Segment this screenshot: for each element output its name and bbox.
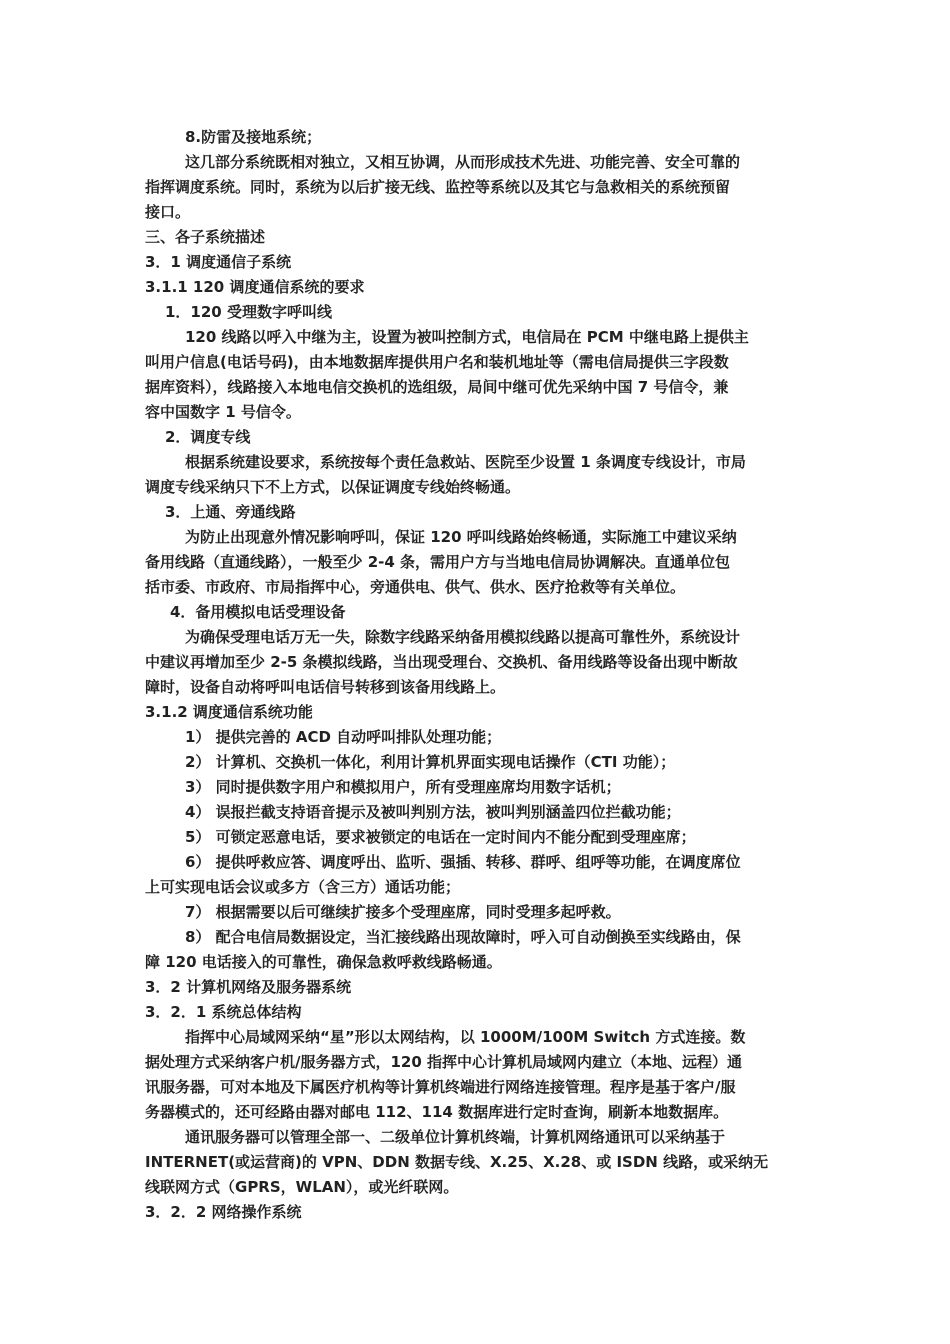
subsection-heading: 3.1.1 120 调度通信系统的要求	[145, 278, 365, 296]
paragraph-line: 上可实现电话会议或多方（含三方）通话功能；	[145, 878, 461, 896]
paragraph-line: 120 线路以呼入中继为主，设置为被叫控制方式，电信局在 PCM 中继电路上提供主	[185, 328, 749, 346]
paragraph-line: 中建议再增加至少 2-5 条模拟线路，当出现受理台、交换机、备用线路等设备出现中断故	[145, 653, 738, 671]
paragraph-line: 障 120 电话接入的可靠性，确保急救呼救线路畅通。	[145, 953, 502, 971]
paragraph-line: 务器模式的，还可经路由器对邮电 112、114 数据库进行定时查询，刷新本地数据库。	[145, 1103, 729, 1121]
item-heading: 2．调度专线	[165, 428, 251, 446]
list-item: 8.防雷及接地系统；	[185, 128, 322, 146]
list-item: 3） 同时提供数字用户和模拟用户，所有受理座席均用数字话机；	[185, 778, 621, 796]
paragraph-line: 线联网方式（GPRS，WLAN），或光纤联网。	[145, 1178, 459, 1196]
list-item: 2） 计算机、交换机一体化，利用计算机界面实现电话操作（CTI 功能）；	[185, 753, 676, 771]
paragraph-line: 据处理方式采纳客户机/服务器方式，120 指挥中心计算机局域网内建立（本地、远程）通	[145, 1053, 743, 1071]
paragraph-line: 叫用户信息(电话号码)，由本地数据库提供用户名和装机地址等（需电信局提供三字段数	[145, 353, 729, 371]
paragraph-line: 括市委、市政府、市局指挥中心，旁通供电、供气、供水、医疗抢救等有关单位。	[145, 578, 686, 596]
item-heading: 3．上通、旁通线路	[165, 503, 296, 521]
subsection-heading: 3.1.2 调度通信系统功能	[145, 703, 313, 721]
paragraph-line: 调度专线采纳只下不上方式，以保证调度专线始终畅通。	[145, 478, 521, 496]
subsection-heading: 3．2 计算机网络及服务器系统	[145, 978, 352, 996]
paragraph-line: 接口。	[145, 203, 191, 221]
list-item: 4） 误报拦截支持语音提示及被叫判别方法，被叫判别涵盖四位拦截功能；	[185, 803, 681, 821]
paragraph-line: 容中国数字 1 号信令。	[145, 403, 301, 421]
paragraph-line: 讯服务器，可对本地及下属医疗机构等计算机终端进行网络连接管理。程序是基于客户/服	[145, 1078, 736, 1096]
paragraph-line: INTERNET(或运营商)的 VPN、DDN 数据专线、X.25、X.28、或 ISDN 线路，或采纳无	[145, 1153, 769, 1171]
subsection-heading: 3．2．2 网络操作系统	[145, 1203, 302, 1221]
paragraph-line: 备用线路（直通线路），一般至少 2-4 条，需用户方与当地电信局协调解决。直通单位包	[145, 553, 731, 571]
paragraph-line: 指挥调度系统。同时，系统为以后扩接无线、监控等系统以及其它与急救相关的系统预留	[145, 178, 731, 196]
paragraph-line: 为确保受理电话万无一失，除数字线路采纳备用模拟线路以提高可靠性外，系统设计	[185, 628, 741, 646]
item-heading: 4．备用模拟电话受理设备	[170, 603, 346, 621]
list-item: 5） 可锁定恶意电话，要求被锁定的电话在一定时间内不能分配到受理座席；	[185, 828, 696, 846]
list-item: 6） 提供呼救应答、调度呼出、监听、强插、转移、群呼、组呼等功能，在调度席位	[185, 853, 741, 871]
paragraph-line: 这几部分系统既相对独立，又相互协调，从而形成技术先进、功能完善、安全可靠的	[185, 153, 741, 171]
paragraph-line: 通讯服务器可以管理全部一、二级单位计算机终端，计算机网络通讯可以采纳基于	[185, 1128, 726, 1146]
subsection-heading: 3．1 调度通信子系统	[145, 253, 292, 271]
list-item: 1） 提供完善的 ACD 自动呼叫排队处理功能；	[185, 728, 502, 746]
paragraph-line: 指挥中心局域网采纳“星”形以太网结构，以 1000M/100M Switch 方式连接。数	[185, 1028, 746, 1046]
section-heading: 三、各子系统描述	[145, 228, 266, 246]
list-item: 8） 配合电信局数据设定，当汇接线路出现故障时，呼入可自动倒换至实线路由，保	[185, 928, 741, 946]
paragraph-line: 为防止出现意外情况影响呼叫，保证 120 呼叫线路始终畅通，实际施工中建议采纳	[185, 528, 737, 546]
subsection-heading: 3．2．1 系统总体结构	[145, 1003, 302, 1021]
list-item: 7） 根据需要以后可继续扩接多个受理座席，同时受理多起呼救。	[185, 903, 621, 921]
paragraph-line: 障时，设备自动将呼叫电话信号转移到该备用线路上。	[145, 678, 506, 696]
paragraph-line: 根据系统建设要求，系统按每个责任急救站、医院至少设置 1 条调度专线设计，市局	[185, 453, 746, 471]
item-heading: 1．120 受理数字呼叫线	[165, 303, 332, 321]
paragraph-line: 据库资料），线路接入本地电信交换机的选组级，局间中继可优先采纳中国 7 号信令，兼	[145, 378, 729, 396]
